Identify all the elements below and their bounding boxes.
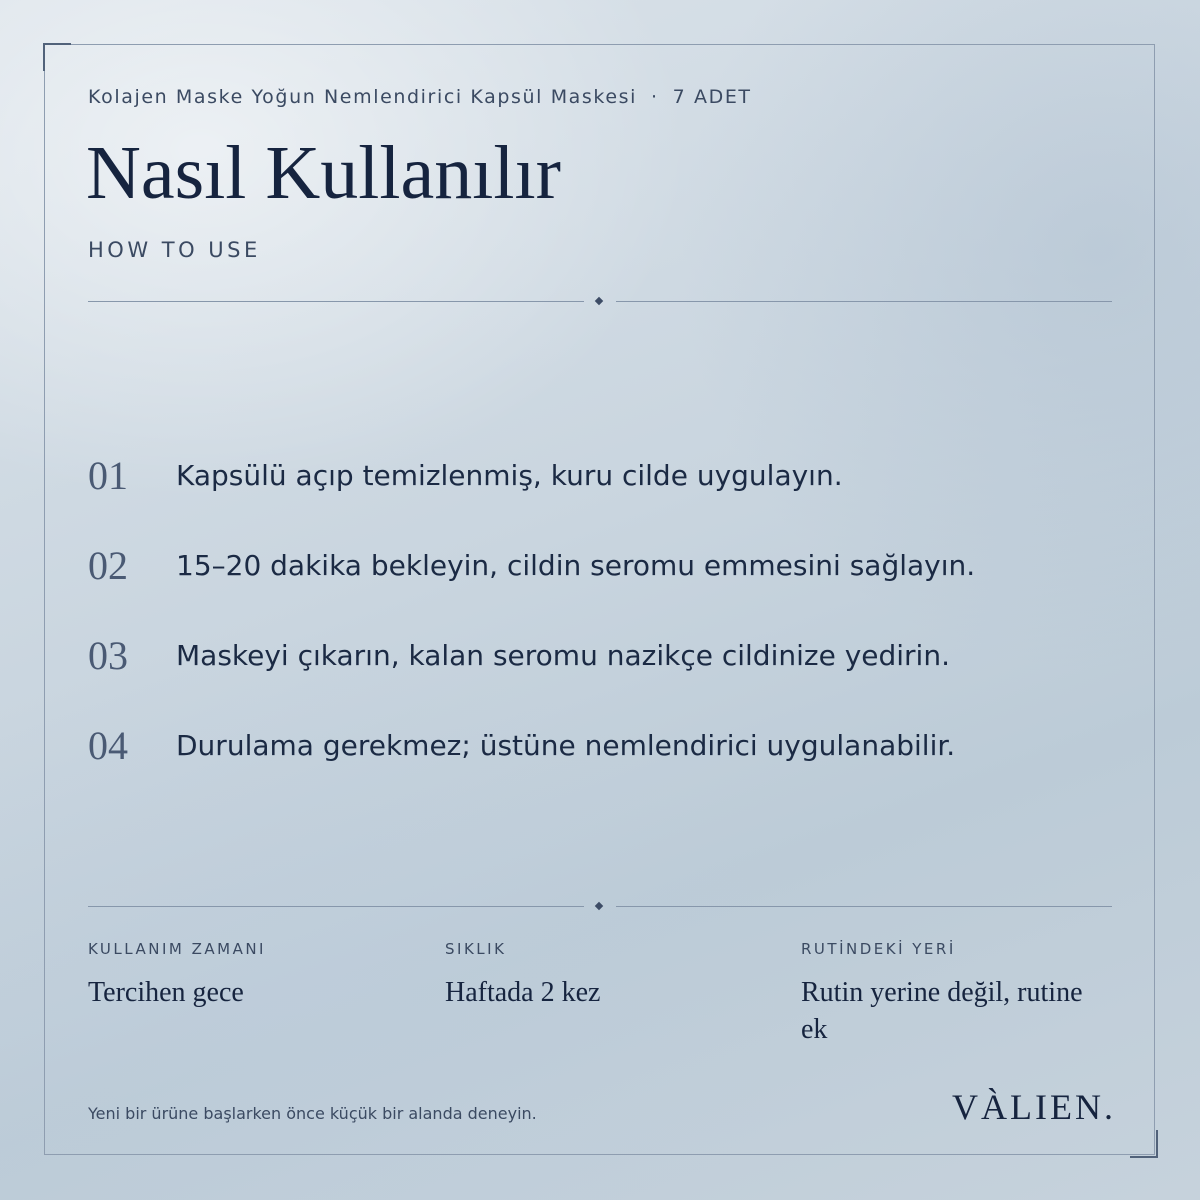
divider-line-right xyxy=(616,906,1112,907)
info-value: Haftada 2 kez xyxy=(445,977,601,1008)
top-divider xyxy=(88,296,1112,308)
step-number: 03 xyxy=(88,633,128,678)
product-eyebrow xyxy=(88,86,752,108)
product-quantity: 7 ADET xyxy=(672,86,752,108)
bottom-divider xyxy=(88,901,1112,913)
info-routine-place xyxy=(801,940,1101,1048)
product-name: Kolajen Maske Yoğun Nemlendirici Kapsül Maskesi xyxy=(88,86,638,108)
steps-list xyxy=(88,452,1112,812)
step-text: 15–20 dakika bekleyin, cildin seromu emmesini sağlayın. xyxy=(176,549,976,582)
page-title: Nasıl Kullanılır xyxy=(86,131,561,215)
step-number: 02 xyxy=(88,543,128,588)
step-item xyxy=(88,452,1112,542)
info-frequency xyxy=(445,940,775,1011)
step-text: Maskeyi çıkarın, kalan seromu nazikçe cildinize yedirin. xyxy=(176,639,950,672)
info-usage-time xyxy=(88,940,418,1011)
info-label: SIKLIK xyxy=(445,940,507,958)
info-value: Rutin yerine değil, rutine ek xyxy=(801,977,1083,1045)
divider-line-right xyxy=(616,301,1112,302)
info-label: RUTİNDEKİ YERİ xyxy=(801,940,956,958)
footer-note: Yeni bir ürüne başlarken önce küçük bir alanda deneyin. xyxy=(88,1104,537,1123)
divider-line-left xyxy=(88,906,584,907)
info-value: Tercihen gece xyxy=(88,977,244,1008)
step-text: Durulama gerekmez; üstüne nemlendirici uygulanabilir. xyxy=(176,729,956,762)
corner-accent-top-left xyxy=(43,43,71,71)
corner-accent-bottom-right xyxy=(1130,1130,1158,1158)
step-text: Kapsülü açıp temizlenmiş, kuru cilde uygulayın. xyxy=(176,459,843,492)
step-number: 01 xyxy=(88,453,128,498)
divider-line-left xyxy=(88,301,584,302)
eyebrow-separator: · xyxy=(651,86,659,108)
diamond-ornament-icon xyxy=(595,902,603,910)
step-item xyxy=(88,632,1112,722)
step-item xyxy=(88,722,1112,812)
brand-logo: VÀLIEN. xyxy=(952,1087,1116,1127)
step-number: 04 xyxy=(88,723,128,768)
diamond-ornament-icon xyxy=(595,297,603,305)
step-item xyxy=(88,542,1112,632)
page-subtitle: HOW TO USE xyxy=(88,238,261,262)
info-label: KULLANIM ZAMANI xyxy=(88,940,266,958)
